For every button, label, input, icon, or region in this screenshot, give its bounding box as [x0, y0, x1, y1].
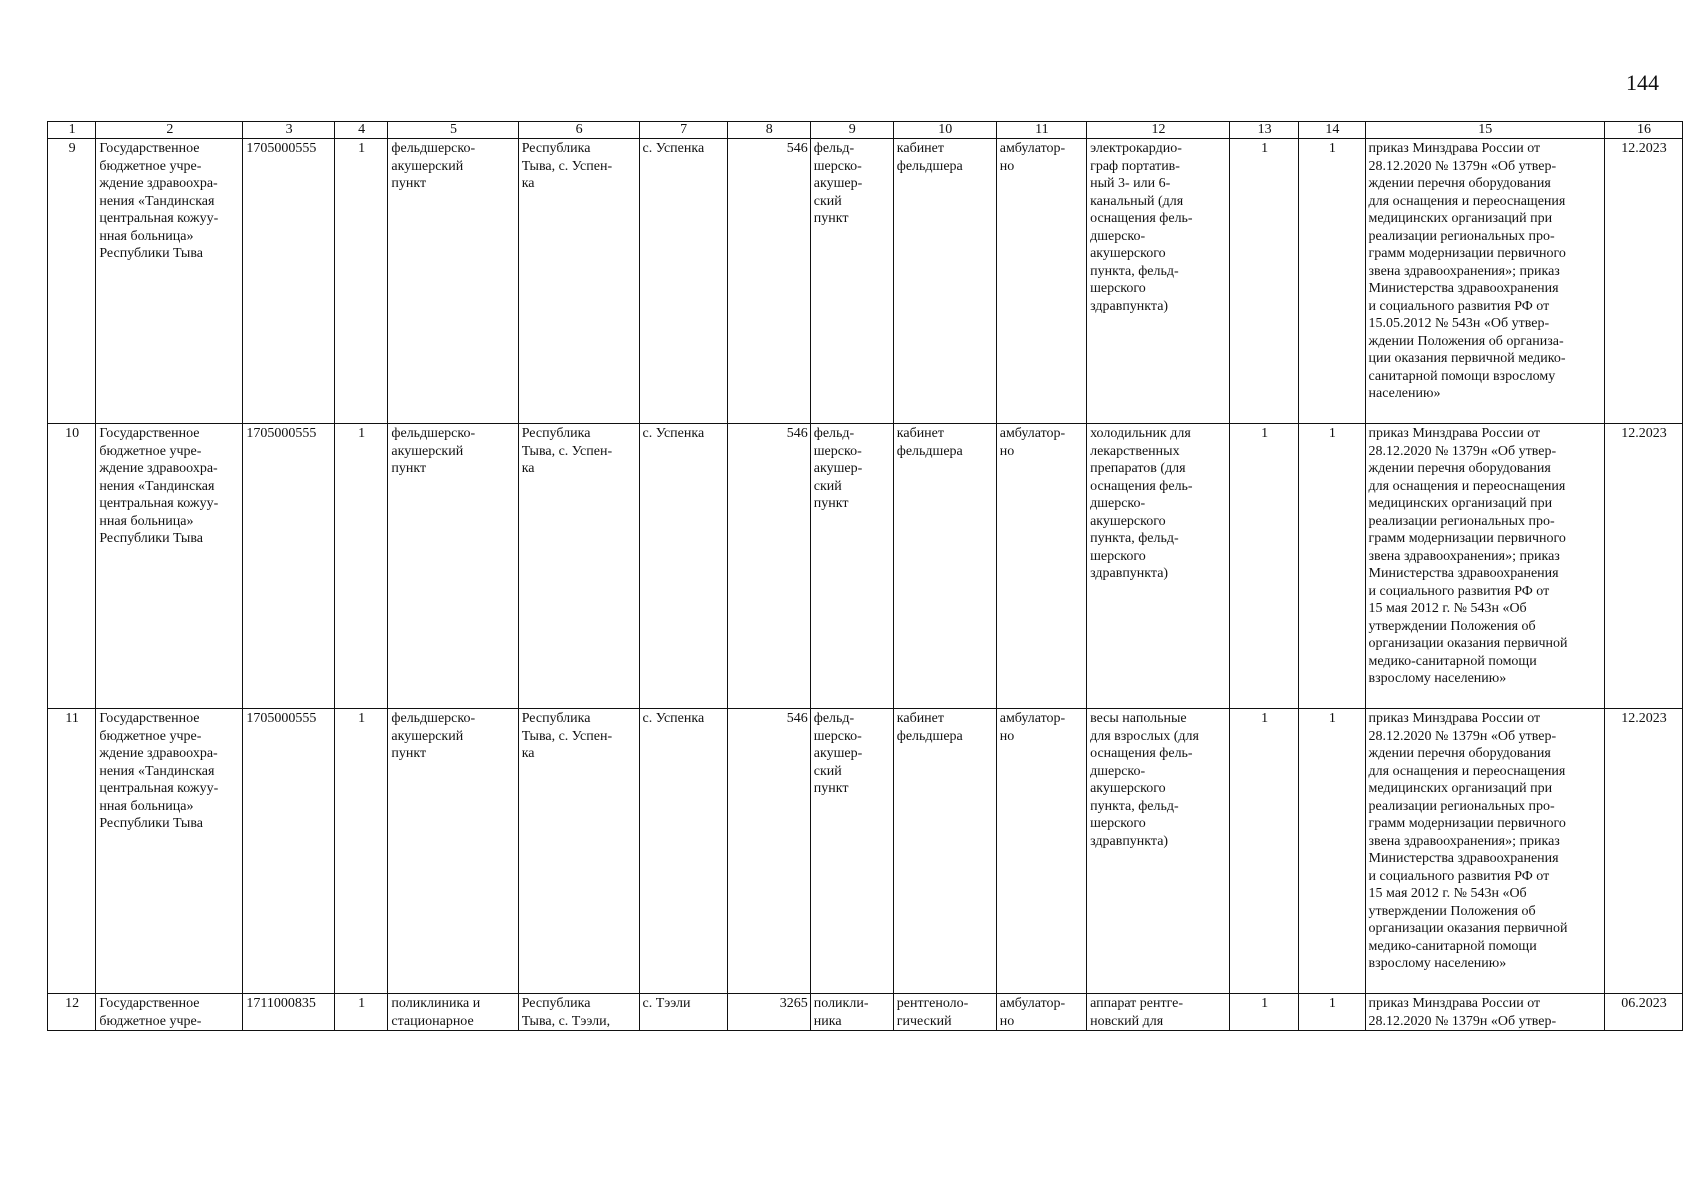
address: Республика Тыва, с. Тээли,: [518, 994, 639, 1031]
population: 546: [727, 139, 810, 424]
organization-code: 1705000555: [243, 424, 334, 709]
due-date: 12.2023: [1605, 139, 1683, 424]
subdivision-type: фельдшерско- акушерский пункт: [388, 424, 518, 709]
quantity-col13: 1: [1229, 424, 1298, 709]
unit-type: фельд- шерско- акушер- ский пункт: [810, 424, 893, 709]
subdivision-type: фельдшерско- акушерский пункт: [388, 709, 518, 994]
column-header: 5: [388, 122, 518, 139]
address: Республика Тыва, с. Успен- ка: [518, 709, 639, 994]
column-header: 7: [639, 122, 727, 139]
column-header: 10: [893, 122, 996, 139]
cell-col4: 1: [334, 709, 388, 994]
equipment-name: холодильник для лекарственных препаратов (для оснащения фель- дшерско- акушерского пункта, фельд- шерского здравпункта): [1087, 424, 1230, 709]
due-date: 12.2023: [1605, 709, 1683, 994]
unit-type: фельд- шерско- акушер- ский пункт: [810, 709, 893, 994]
room: кабинет фельдшера: [893, 424, 996, 709]
unit-type: фельд- шерско- акушер- ский пункт: [810, 139, 893, 424]
organization-name: Государственное бюджетное учре- ждение здравоохра- нения «Тандинская центральная кожуу- нная больница» Республики Тыва: [96, 709, 243, 994]
organization-name: Государственное бюджетное учре- ждение здравоохра- нения «Тандинская центральная кожуу- нная больница» Республики Тыва: [96, 139, 243, 424]
legal-basis: приказ Минздрава России от 28.12.2020 № 1379н «Об утвер- ждении перечня оборудования для оснащения и переоснащения медицинских организаций при реализации региональных про- грамм модернизации первичного звена здравоохранения»; приказ Министерства здравоохранения и социального развития РФ от 15.05.2012 № 543н «Об утвер- ждении Положения об организа- ции оказания первичной медико- санитарной помощи взрослому населению»: [1365, 139, 1605, 424]
column-header: 11: [996, 122, 1086, 139]
column-header: 12: [1087, 122, 1230, 139]
address: Республика Тыва, с. Успен- ка: [518, 424, 639, 709]
organization-code: 1705000555: [243, 139, 334, 424]
column-header: 13: [1229, 122, 1298, 139]
settlement: с. Успенка: [639, 424, 727, 709]
room: кабинет фельдшера: [893, 139, 996, 424]
column-header: 15: [1365, 122, 1605, 139]
subdivision-type: фельдшерско- акушерский пункт: [388, 139, 518, 424]
address: Республика Тыва, с. Успен- ка: [518, 139, 639, 424]
table-row: [48, 424, 1683, 709]
column-header: 2: [96, 122, 243, 139]
settlement: с. Успенка: [639, 139, 727, 424]
unit-type: поликли- ника: [810, 994, 893, 1031]
equipment-table: [47, 121, 1683, 1031]
row-number: 9: [48, 139, 96, 424]
settlement: с. Успенка: [639, 709, 727, 994]
page-number: 144: [1626, 70, 1659, 95]
care-condition: амбулатор- но: [996, 709, 1086, 994]
equipment-name: весы напольные для взрослых (для оснащения фель- дшерско- акушерского пункта, фельд- шерского здравпункта): [1087, 709, 1230, 994]
organization-code: 1705000555: [243, 709, 334, 994]
column-header: 8: [727, 122, 810, 139]
legal-basis: приказ Минздрава России от 28.12.2020 № 1379н «Об утвер-: [1365, 994, 1605, 1031]
room: кабинет фельдшера: [893, 709, 996, 994]
organization-name: Государственное бюджетное учре- ждение здравоохра- нения «Тандинская центральная кожуу- нная больница» Республики Тыва: [96, 424, 243, 709]
quantity-col13: 1: [1229, 994, 1298, 1031]
table-row: [48, 139, 1683, 424]
quantity-col14: 1: [1299, 424, 1365, 709]
organization-code: 1711000835: [243, 994, 334, 1031]
quantity-col14: 1: [1299, 994, 1365, 1031]
cell-col4: 1: [334, 424, 388, 709]
row-number: 12: [48, 994, 96, 1031]
quantity-col14: 1: [1299, 709, 1365, 994]
header-row: [48, 122, 1683, 139]
cell-col4: 1: [334, 139, 388, 424]
column-header: 6: [518, 122, 639, 139]
organization-name: Государственное бюджетное учре-: [96, 994, 243, 1031]
subdivision-type: поликлиника и стационарное: [388, 994, 518, 1031]
column-header: 16: [1605, 122, 1683, 139]
room: рентгеноло- гический: [893, 994, 996, 1031]
quantity-col14: 1: [1299, 139, 1365, 424]
table-row: [48, 709, 1683, 994]
quantity-col13: 1: [1229, 709, 1298, 994]
care-condition: амбулатор- но: [996, 139, 1086, 424]
due-date: 06.2023: [1605, 994, 1683, 1031]
settlement: с. Тээли: [639, 994, 727, 1031]
care-condition: амбулатор- но: [996, 424, 1086, 709]
legal-basis: приказ Минздрава России от 28.12.2020 № 1379н «Об утвер- ждении перечня оборудования для оснащения и переоснащения медицинских организаций при реализации региональных про- грамм модернизации первичного звена здравоохранения»; приказ Министерства здравоохранения и социального развития РФ от 15 мая 2012 г. № 543н «Об утверждении Положения об организации оказания первичной медико-санитарной помощи взрослому населению»: [1365, 424, 1605, 709]
column-header: 1: [48, 122, 96, 139]
column-header: 3: [243, 122, 334, 139]
quantity-col13: 1: [1229, 139, 1298, 424]
column-header: 4: [334, 122, 388, 139]
equipment-name: аппарат рентге- новский для: [1087, 994, 1230, 1031]
legal-basis: приказ Минздрава России от 28.12.2020 № 1379н «Об утвер- ждении перечня оборудования для оснащения и переоснащения медицинских организаций при реализации региональных про- грамм модернизации первичного звена здравоохранения»; приказ Министерства здравоохранения и социального развития РФ от 15 мая 2012 г. № 543н «Об утверждении Положения об организации оказания первичной медико-санитарной помощи взрослому населению»: [1365, 709, 1605, 994]
due-date: 12.2023: [1605, 424, 1683, 709]
care-condition: амбулатор- но: [996, 994, 1086, 1031]
population: 3265: [727, 994, 810, 1031]
cell-col4: 1: [334, 994, 388, 1031]
row-number: 10: [48, 424, 96, 709]
column-header: 14: [1299, 122, 1365, 139]
population: 546: [727, 709, 810, 994]
table-row: [48, 994, 1683, 1031]
equipment-name: электрокардио- граф портатив- ный 3- или 6- канальный (для оснащения фель- дшерско- акушерского пункта, фельд- шерского здравпункта): [1087, 139, 1230, 424]
row-number: 11: [48, 709, 96, 994]
column-header: 9: [810, 122, 893, 139]
population: 546: [727, 424, 810, 709]
